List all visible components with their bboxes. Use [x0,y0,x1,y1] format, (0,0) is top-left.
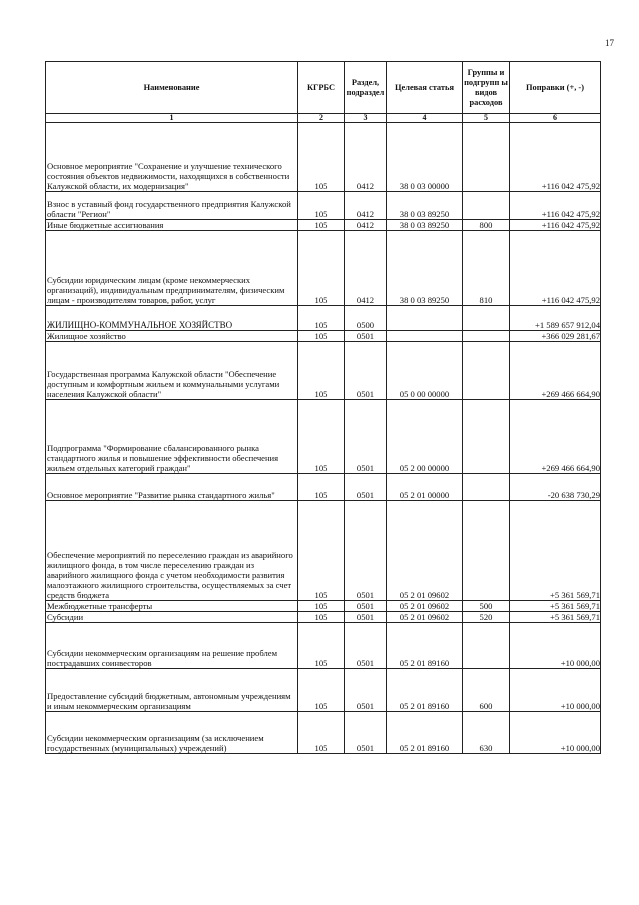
table-row [46,220,601,231]
column-number: 6 [510,114,601,123]
page-number: 17 [605,38,614,48]
row-section: 0412 [345,192,387,220]
row-kgrbs: 105 [298,501,345,601]
row-group: 500 [463,601,510,612]
row-section: 0501 [345,501,387,601]
row-name: Основное мероприятие "Развитие рынка стандартного жилья" [46,474,298,501]
row-amount: +116 042 475,92 [510,231,601,306]
row-name: Межбюджетные трансферты [46,601,298,612]
row-amount: +5 361 569,71 [510,501,601,601]
header-name: Наименование [46,62,298,114]
table-row [46,612,601,623]
row-name: Иные бюджетные ассигнования [46,220,298,231]
row-section: 0412 [345,123,387,192]
row-section: 0500 [345,306,387,331]
row-kgrbs: 105 [298,601,345,612]
row-kgrbs: 105 [298,220,345,231]
header-kgrbs: КГРБС [298,62,345,114]
row-target: 38 0 03 89250 [387,220,463,231]
table-row [46,712,601,754]
header-section: Раздел, подраздел [345,62,387,114]
row-section: 0501 [345,400,387,474]
header-target: Целевая статья [387,62,463,114]
row-section: 0501 [345,601,387,612]
row-group [463,192,510,220]
row-target: 38 0 03 89250 [387,231,463,306]
row-group [463,501,510,601]
row-amount: +10 000,00 [510,623,601,669]
row-kgrbs: 105 [298,400,345,474]
row-section: 0501 [345,623,387,669]
table-row [46,231,601,306]
row-target: 05 2 01 89160 [387,623,463,669]
row-section: 0501 [345,669,387,712]
row-name: Взнос в уставный фонд государственного предприятия Калужской области "Регион" [46,192,298,220]
row-target: 05 0 00 00000 [387,342,463,400]
row-amount: +5 361 569,71 [510,612,601,623]
row-target: 05 2 01 09602 [387,601,463,612]
row-amount: +269 466 664,90 [510,342,601,400]
header-amendments: Поправки (+, -) [510,62,601,114]
row-group: 600 [463,669,510,712]
row-group [463,400,510,474]
row-section: 0501 [345,331,387,342]
row-target: 38 0 03 00000 [387,123,463,192]
table-row [46,601,601,612]
row-group [463,342,510,400]
table-row [46,331,601,342]
budget-table [45,61,601,754]
row-kgrbs: 105 [298,123,345,192]
table-row [46,192,601,220]
row-name: Подпрограмма "Формирование сбалансированного рынка стандартного жилья и повышение эффективности обеспечения жильем отдельных категорий граждан" [46,400,298,474]
row-amount: +10 000,00 [510,712,601,754]
column-number-row [46,114,601,123]
row-name: Субсидии некоммерческим организациям (за исключением государственных (муниципальных) учреждений) [46,712,298,754]
row-section: 0501 [345,474,387,501]
row-target: 05 2 01 09602 [387,501,463,601]
row-amount: +5 361 569,71 [510,601,601,612]
table-row [46,342,601,400]
row-group [463,474,510,501]
table-row [46,400,601,474]
row-name: Основное мероприятие "Сохранение и улучшение технического состояния объектов недвижимости, находящихся в собственности Калужской области, их модернизация" [46,123,298,192]
table-row [46,501,601,601]
column-number: 4 [387,114,463,123]
table-row [46,123,601,192]
row-group: 800 [463,220,510,231]
table-header-row [46,62,601,114]
row-kgrbs: 105 [298,712,345,754]
row-kgrbs: 105 [298,623,345,669]
row-kgrbs: 105 [298,612,345,623]
row-name: Обеспечение мероприятий по переселению граждан из аварийного жилищного фонда, в том числе переселению граждан из аварийного жилищного фонда с учетом необходимости развития малоэтажного жилищного строительства, осуществляемых за счет средств бюджета [46,501,298,601]
row-section: 0501 [345,342,387,400]
row-kgrbs: 105 [298,231,345,306]
row-amount: -20 638 730,29 [510,474,601,501]
row-kgrbs: 105 [298,306,345,331]
row-target: 05 2 01 09602 [387,612,463,623]
row-amount: +116 042 475,92 [510,220,601,231]
row-kgrbs: 105 [298,331,345,342]
column-number: 3 [345,114,387,123]
row-target: 05 2 01 89160 [387,669,463,712]
row-section: 0501 [345,712,387,754]
row-amount: +10 000,00 [510,669,601,712]
table-row [46,474,601,501]
row-target: 05 2 01 89160 [387,712,463,754]
header-group: Группы и подгрупп ы видов расходов [463,62,510,114]
row-target: 38 0 03 89250 [387,192,463,220]
row-name: Государственная программа Калужской области "Обеспечение доступным и комфортным жильем и коммунальными услугами населения Калужской области" [46,342,298,400]
table-row [46,623,601,669]
row-group: 630 [463,712,510,754]
column-number: 2 [298,114,345,123]
row-name: Предоставление субсидий бюджетным, автономным учреждениям и иным некоммерческим организациям [46,669,298,712]
row-group: 810 [463,231,510,306]
table-row [46,669,601,712]
row-group [463,123,510,192]
row-amount: +116 042 475,92 [510,123,601,192]
row-name: Жилищное хозяйство [46,331,298,342]
row-section: 0412 [345,231,387,306]
table-row [46,306,601,331]
row-kgrbs: 105 [298,192,345,220]
row-section: 0501 [345,612,387,623]
row-group [463,623,510,669]
row-amount: +116 042 475,92 [510,192,601,220]
row-name: Субсидии юридическим лицам (кроме некоммерческих организаций), индивидуальным предпринимателям, физическим лицам - производителям товаров, работ, услуг [46,231,298,306]
row-group [463,306,510,331]
row-kgrbs: 105 [298,474,345,501]
row-amount: +366 029 281,67 [510,331,601,342]
row-amount: +269 466 664,90 [510,400,601,474]
row-name: Субсидии [46,612,298,623]
row-amount: +1 589 657 912,04 [510,306,601,331]
column-number: 1 [46,114,298,123]
row-section: 0412 [345,220,387,231]
row-name: Субсидии некоммерческим организациям на решение проблем пострадавших соинвесторов [46,623,298,669]
row-group: 520 [463,612,510,623]
row-target: 05 2 01 00000 [387,474,463,501]
row-target: 05 2 00 00000 [387,400,463,474]
row-kgrbs: 105 [298,342,345,400]
row-name: ЖИЛИЩНО-КОММУНАЛЬНОЕ ХОЗЯЙСТВО [46,306,298,331]
row-kgrbs: 105 [298,669,345,712]
column-number: 5 [463,114,510,123]
row-target [387,306,463,331]
row-group [463,331,510,342]
row-target [387,331,463,342]
